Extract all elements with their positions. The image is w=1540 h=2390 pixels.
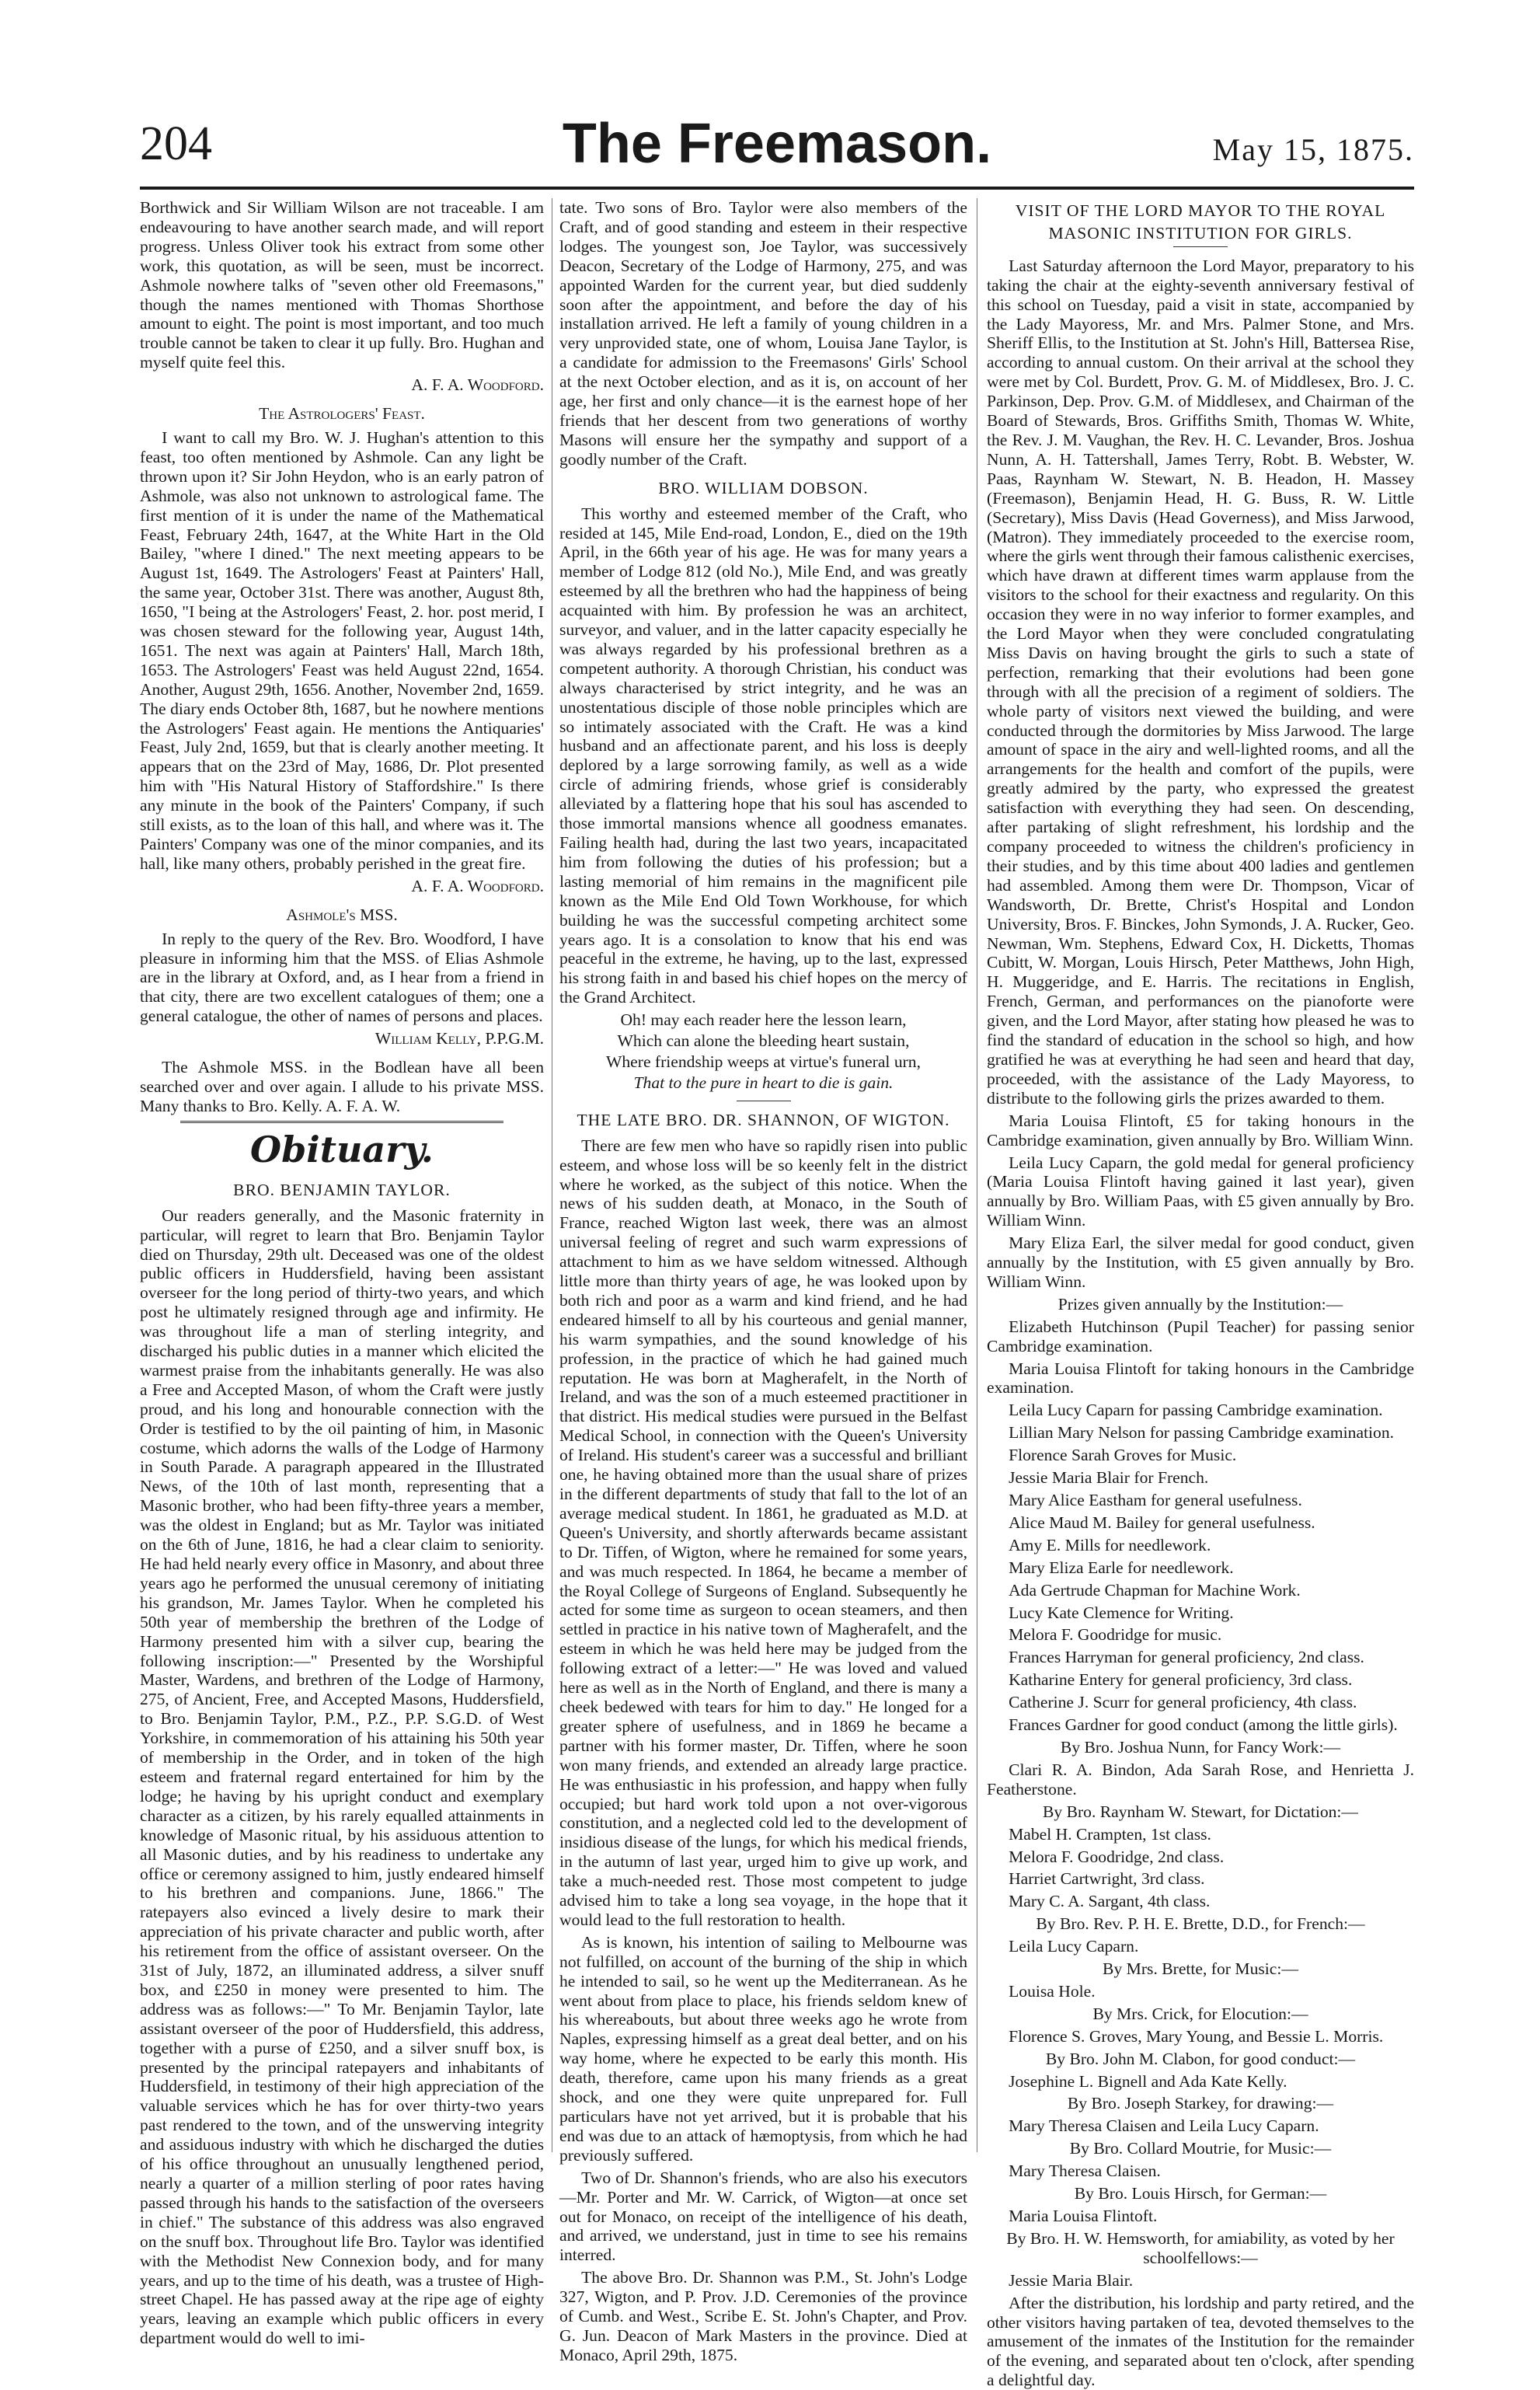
verse-line: Oh! may each reader here the lesson learn,: [620, 1010, 907, 1030]
article-heading: BRO. WILLIAM DOBSON.: [658, 478, 869, 497]
signature: A. F. A. Woodford.: [411, 876, 544, 895]
prize-entry: Catherine J. Scurr for general proficiency, 4th class.: [1009, 1693, 1357, 1712]
paragraph: The above Bro. Dr. Shannon was P.M., St. John's Lodge 327, Wigton, and P. Prov. J.D. Ceremonies of the province of Cumb. and West., Scribe E. St. John's Chapter, and Prov. G. Jun. Deacon of Mark Masters in the province. Died at Monaco, April 29th, 1875.: [559, 2268, 967, 2364]
prize-list-heading: By Bro. Louis Hirsch, for German:—: [1074, 2184, 1327, 2203]
verse-line: Which can alone the bleeding heart sustain,: [617, 1031, 910, 1051]
prize-entry: Mary Theresa Claisen and Leila Lucy Caparn.: [1009, 2116, 1319, 2136]
obituary-heading: Obituary.: [250, 1128, 434, 1171]
prize-list-heading: By Mrs. Brette, for Music:—: [1103, 1959, 1298, 1979]
page-number: 204: [140, 117, 212, 170]
article-heading: MASONIC INSTITUTION FOR GIRLS.: [1048, 223, 1353, 242]
section-subheading: Ashmole's MSS.: [286, 905, 398, 924]
prize-entry: Jessie Maria Blair for French.: [1009, 1468, 1209, 1488]
paragraph: There are few men who have so rapidly risen into public esteem, and whose loss will be so keenly felt in the district where he worked, as the subject of this notice. When the news of his sudden death, at Monaco, in the South of France, reached Wigton last week, there was an almost universal feeling of regret and such warm expressions of attachment to him as we have seldom witnessed. Although little more than thirty years of age, he was looked upon by both rich and poor as a warm and kind friend, and he had endeared himself to all by his courteous and genial manner, his warm sympathies, and the sound knowledge of his profession, in the practice of which he had gained much reputation. He was born at Magherafelt, in the North of Ireland, and was the son of a much esteemed practitioner in that district. His medical studies were pursued in the Belfast Medical School, in connection with the Queen's University of Ireland. His student's career was a successful and brilliant one, he having obtained more than the usual share of prizes in the different departments of study that fall to the lot of an average medical student. In 1861, he graduated as M.D. at Queen's University, and shortly afterwards became assistant to Dr. Tiffen, of Wigton, where he remained for some years, and was much respected. In 1864, he became a member of the Royal College of Surgeons of England. Subsequently he acted for some time as surgeon to ocean steamers, and then settled in practice in his native town of Magherafelt, and the esteem in which he was held here may be judged from the following extract of a letter:—" He was loved and valued here as well as in the North of England, and there is many a cheek bedewed with tears for him to day." He longed for a greater sphere of usefulness, and in 1869 he became a partner with his former master, Dr. Tiffen, where he soon won many friends, and extended an already large practice. He was enthusiastic in his profession, and happy when fully occupied; but hard work told upon a not over-vigorous constitution, and a neglected cold led to the development of insidious disease of the lungs, for which his medical friends, in the autumn of last year, urged him to give up work, and take a much-needed rest. Those most competent to judge advised him to take a long sea voyage, in the hope that it would lead to the full restoration to health.: [559, 1136, 967, 1929]
prize-entry: Melora F. Goodridge for music.: [1009, 1625, 1222, 1645]
prize-entry: Melora F. Goodridge, 2nd class.: [1009, 1847, 1225, 1866]
prize-entry: Clari R. A. Bindon, Ada Sarah Rose, and Henrietta J. Featherstone.: [987, 1760, 1414, 1799]
prize-entry: Louisa Hole.: [1009, 1981, 1096, 2001]
prize-entry: Maria Louisa Flintoft.: [1009, 2207, 1158, 2225]
paragraph: The Ashmole MSS. in the Bodlean have all been searched over and over again. I allude to his private MSS. Many thanks to Bro. Kelly. A. F. A. W.: [140, 1058, 544, 1115]
prize-list-heading: By Bro. Raynham W. Stewart, for Dictation:—: [1042, 1802, 1359, 1821]
prize-entry: Maria Louisa Flintoft for taking honours in the Cambridge examination.: [987, 1359, 1414, 1397]
paragraph: In reply to the query of the Rev. Bro. Woodford, I have pleasure in informing him that the MSS. of Elias Ashmole are in the library at Oxford, and, as I hear from a friend in that city, there are two excellent catalogues of them; one a general catalogue, the other of names of persons and places.: [140, 929, 544, 1026]
article-heading: BRO. BENJAMIN TAYLOR.: [233, 1180, 451, 1199]
divider: [1173, 246, 1228, 247]
section-subheading: The Astrologers' Feast.: [259, 404, 425, 424]
prize-list-heading: By Bro. Collard Moutrie, for Music:—: [1069, 2139, 1332, 2158]
prize-entry: Lucy Kate Clemence for Writing.: [1009, 1603, 1234, 1622]
prize-list-heading: By Mrs. Crick, for Elocution:—: [1092, 2004, 1308, 2023]
prize-list-heading: By Bro. H. W. Hemsworth, for amiability, as voted by her schoolfellows:—: [1006, 2228, 1395, 2267]
masthead: [140, 105, 1414, 183]
prize-entry: Leila Lucy Caparn.: [1009, 1937, 1139, 1956]
article-heading: VISIT OF THE LORD MAYOR TO THE ROYAL: [1015, 201, 1386, 220]
signature: William Kelly, P.P.G.M.: [375, 1029, 544, 1048]
prize-list-heading: By Bro. Joseph Starkey, for drawing:—: [1067, 2094, 1334, 2113]
prize-entry: Mary Eliza Earle for needlework.: [1009, 1558, 1234, 1577]
prize-entry: Mary C. A. Sargant, 4th class.: [1009, 1892, 1211, 1911]
prize-entry: Frances Harryman for general proficiency, 2nd class.: [1009, 1648, 1364, 1667]
prize-entry: Florence S. Groves, Mary Young, and Bessie L. Morris.: [1009, 2026, 1384, 2046]
prize-entry: Mabel H. Crampten, 1st class.: [1009, 1824, 1211, 1844]
prize-list-heading: Prizes given annually by the Institution:—: [1057, 1294, 1343, 1314]
prize-entry: Mary Alice Eastham for general usefulness.: [1009, 1491, 1302, 1509]
prize-entry: Jessie Maria Blair.: [1009, 2270, 1134, 2290]
article-heading: THE LATE BRO. DR. SHANNON, OF WIGTON.: [577, 1110, 950, 1129]
verse-line: Where friendship weeps at virtue's funeral urn,: [605, 1052, 922, 1071]
prize-list-heading: By Bro. Rev. P. H. E. Brette, D.D., for French:—: [1036, 1914, 1365, 1934]
paragraph: Maria Louisa Flintoft, £5 for taking honours in the Cambridge examination, given annually by Bro. William Winn.: [987, 1111, 1414, 1150]
masthead-rule: [140, 187, 1414, 190]
paragraph: After the distribution, his lordship and party retired, and the other visitors having partaken of tea, devoted themselves to the amusement of the inmates of the Institution for the remainder of the evening, and separated about ten o'clock, after spending a delightful day.: [987, 2293, 1414, 2390]
prize-entry: Ada Gertrude Chapman for Machine Work.: [1009, 1580, 1301, 1600]
prize-entry: Elizabeth Hutchinson (Pupil Teacher) for passing senior Cambridge examination.: [987, 1317, 1414, 1355]
prize-entry: Katharine Entery for general proficiency, 3rd class.: [1009, 1670, 1353, 1690]
column-1: [140, 198, 544, 2348]
paragraph: tate. Two sons of Bro. Taylor were also members of the Craft, and of good standing and esteem in their respective lodges. The youngest son, Joe Taylor, was successively Deacon, Secretary of the Lodge of Harmony, 275, and was appointed Warden for the current year, but died suddenly soon after the appointment, and before the day of his installation arrived. He left a family of young children in a very unprovided state, one of whom, Louisa Jane Taylor, is a candidate for admission to the Freemasons' Girls' School at the next October election, and as it is, on account of her age, her first and only chance—it is the earnest hope of her friends that her descent from two generations of worthy Masons will ensure her the sympathy and support of a goodly number of the Craft.: [559, 198, 967, 469]
signature: A. F. A. Woodford.: [411, 375, 544, 395]
prize-list-heading: By Bro. Joshua Nunn, for Fancy Work:—: [1060, 1737, 1341, 1757]
paragraph: Our readers generally, and the Masonic fraternity in particular, will regret to learn that Bro. Benjamin Taylor died on Thursday, 29th ult. Deceased was one of the oldest public officers in Huddersfield, having been assistant overseer for the long period of thirty-two years, and which post he ultimately resigned through age and infirmity. He was throughout life a man of sterling integrity, and discharged his public duties in a manner which elicited the warmest praise from the inhabitants generally. He was also a Free and Accepted Mason, of whom the Craft were justly proud, and his long and honourable connection with the Order is testified to by the oil painting of him, in Masonic costume, which adorns the walls of the Lodge of Harmony in South Parade. A paragraph appeared in the Illustrated News, of the 10th of last month, representing that a Masonic brother, who had been fifty-three years a member, was the oldest in England; but as Mr. Taylor was initiated on the 6th of June, 1816, he had a clear claim to seniority. He had held nearly every office in Masonry, and about three years ago he performed the unusual ceremony of initiating his grandson, Mr. James Taylor. When he completed his 50th year of membership the brethren of the Lodge of Harmony presented him with a silver cup, bearing the following inscription:—" Presented by the Worshipful Master, Wardens, and brethren of the Lodge of Harmony, 275, of Ancient, Free, and Accepted Masons, Huddersfield, to Bro. Benjamin Taylor, P.M., P.Z., P.P. S.G.D. of West Yorkshire, in commemoration of his attaining his 50th year of membership in the Order, and in token of the high esteem and fraternal regard entertained for him by the lodge; he having by his upright conduct and exemplary character as a citizen, by his rarely equalled attainments in knowledge of Masonic ritual, by his assiduous attention to all Masonic duties, and by his readiness to undertake any office or ceremony assigned to him, justly endeared himself to his brethren and companions. June, 1866." The ratepayers also evinced a lively desire to mark their appreciation of his private character and public worth, after his retirement from the office of assistant overseer. On the 31st of July, 1872, an illuminated address, a silver snuff box, and £250 in money were presented to him. The address was as follows:—" To Mr. Benjamin Taylor, late assistant overseer of the poor of Huddersfield, this address, together with a purse of £250, and a silver snuff box, is presented by the principal ratepayers and inhabitants of Huddersfield, in testimony of their high appreciation of the valuable services which he has for over thirty-two years past rendered to the town, and of the unswerving integrity and assiduous industry with which he discharged the duties of his office throughout an unusually lengthened period, nearly a quarter of a million sterling of poor rates having passed through his hands to the satisfaction of the overseers in chief." The substance of this address was also engraved on the snuff box. Throughout life Bro. Taylor was identified with the Methodist New Connexion body, and for many years, and up to the time of his death, was a trustee of High-street Chapel. He has passed away at the ripe age of eighty years, leaving an example which public officers in every department would do well to imi-: [140, 1205, 544, 2348]
prize-entry: Mary Theresa Claisen.: [1009, 2161, 1161, 2181]
verse-line: That to the pure in heart to die is gain.: [633, 1073, 894, 1092]
paragraph: Leila Lucy Caparn, the gold medal for general proficiency (Maria Louisa Flintoft having gained it last year), given annually by Bro. William Paas, with £5 given annually by Bro. William Winn.: [987, 1153, 1414, 1230]
newspaper-title: The Freemason.: [562, 113, 992, 175]
paragraph: As is known, his intention of sailing to Melbourne was not fulfilled, on account of the burning of the ship in which he intended to sail, so he went up the Mediterranean. As he went about from place to place, his friends seldom knew of his whereabouts, but about three weeks ago he wrote from Naples, expressing himself as a great deal better, and on his way home, where he expected to be early this month. His death, therefore, came upon his many friends as a great shock, and one they were quite unprepared for. Full particulars have not yet arrived, but it is probable that his end was due to an attack of hæmoptysis, from which he had previously suffered.: [559, 1932, 967, 2165]
prize-list-heading: By Bro. John M. Clabon, for good conduct:—: [1045, 2049, 1356, 2068]
prize-entry: Leila Lucy Caparn for passing Cambridge examination.: [1009, 1401, 1383, 1420]
paragraph: Last Saturday afternoon the Lord Mayor, preparatory to his taking the chair at the eighty-seventh anniversary festival of this school on Tuesday, paid a visit in state, accompanied by the Lady Mayoress, Mr. and Mrs. Palmer Stone, and Mrs. Sheriff Ellis, to the Institution at St. John's Hill, Battersea Rise, according to annual custom. On their arrival at the school they were met by Col. Burdett, Prov. G. M. of Middlesex, Bro. J. C. Parkinson, Dep. Prov. G.M. of Middlesex, and Chairman of the Board of Stewards, Bros. Griffiths Smith, Thomas W. White, the Rev. J. M. Vaughan, the Rev. H. C. Levander, Bros. Joshua Nunn, A. H. Tattershall, James Terry, Robt. B. Webster, W. Paas, Raynham W. Stewart, N. B. Headon, H. Massey (Freemason), Benjamin Head, H. G. Buss, R. W. Little (Secretary), Miss Davis (Head Governess), and Miss Jarwood, (Matron). They immediately proceeded to the exercise room, where the girls went through their famous calisthenic exercises, which have drawn at different times warm applause from the visitors to the school for their exactness and regularity. On this occasion they were in no way inferior to former examples, and the Lord Mayor when they were concluded congratulating Miss Davis on having brought the girls to such a state of perfection, remarking that their evolutions had been gone through with all the precision of a regiment of soldiers. The whole party of visitors next viewed the building, and were conducted through the dormitories by Miss Jarwood. The large amount of space in the airy and well-lighted rooms, and all the arrangements for the health and comfort of the pupils, were greatly admired by the party, who expressed the greatest satisfaction with everything they had seen. On descending, after partaking of slight refreshment, his lordship and the company proceeded to witness the children's proficiency in their studies, and by this time about 400 ladies and gentlemen had assembled. Among them were Dr. Thompson, Vicar of Wandsworth, Dr. Brette, Christ's Hospital and London University, Bros. F. Binckes, John Symonds, J. A. Rucker, Geo. Newman, Wm. Stephens, Edward Cox, H. Dicketts, Thomas Cubitt, W. Morgan, Louis Hirsch, Peter Matthews, John High, H. Muggeridge, and E. Harris. The recitations in English, French, German, and performances on the pianoforte were given, and the Lord Mayor, after stating how pleased he was to find the standard of education in the school so high, and how gratified he was at everything he had seen and heard that day, proceeded, with the assistance of the Lady Mayoress, to distribute to the following girls the prizes awarded to them.: [987, 256, 1414, 1108]
prize-entry: Josephine L. Bignell and Ada Kate Kelly.: [1009, 2071, 1287, 2091]
column-3: [987, 198, 1414, 2390]
column-2: [559, 198, 967, 2364]
divider: [180, 1121, 503, 1123]
paragraph: Mary Eliza Earl, the silver medal for good conduct, given annually by the Institution, with £5 given annually by Bro. William Winn.: [987, 1233, 1414, 1291]
prize-entry: Harriet Cartwright, 3rd class.: [1009, 1869, 1205, 1889]
prize-entry: Lillian Mary Nelson for passing Cambridge examination.: [1009, 1423, 1395, 1443]
paragraph: Two of Dr. Shannon's friends, who are also his executors—Mr. Porter and Mr. W. Carrick, of Wigton—at once set out for Monaco, on receipt of the intelligence of his death, and arrived, we understand, just in time to see his remains interred.: [559, 2168, 967, 2265]
paragraph: This worthy and esteemed member of the Craft, who resided at 145, Mile End-road, London, E., died on the 19th April, in the 66th year of his age. He was for many years a member of Lodge 812 (old No.), Mile End, and was greatly esteemed by all the brethren who had the happiness of being acquainted with him. By profession he was an architect, surveyor, and valuer, and in the latter capacity especially he was always regarded by his professional brethren as a competent authority. A thorough Christian, his conduct was always characterised by strict integrity, and he was an unostentatious disciple of those noble principles which are so intimately associated with the Craft. He was a kind husband and an affectionate parent, and his loss is deeply deplored by a large sorrowing family, as well as a wide circle of admiring friends, whose grief is considerably alleviated by a flattering hope that his soul has ascended to those immortal mansions whence all goodness emanates. Failing health had, during the last two years, incapacitated him from following the duties of his profession; but a lasting memorial of him remains in the magnificent pile known as the Mile End Old Town Workhouse, for which building he was the successful competing architect some years ago. It is a consolation to know that his end was peaceful in the extreme, he having, up to the last, expressed his strong faith in and based his chief hopes on the mercy of the Grand Architect.: [559, 504, 967, 1007]
prize-entry: Amy E. Mills for needlework.: [1009, 1535, 1211, 1554]
prize-entry: Frances Gardner for good conduct (among the little girls).: [1009, 1715, 1398, 1735]
paragraph: Borthwick and Sir William Wilson are not traceable. I am endeavouring to have another search made, and will report progress. Unless Oliver took his extract from some other work, this quotation, as will be seen, must be incorrect. Ashmole nowhere talks of "seven other old Freemasons," though the names mentioned with Thomas Shorthose amount to eight. The point is most important, and too much trouble cannot be taken to clear it up fully. Bro. Hughan and myself quite feel this.: [140, 198, 544, 372]
prize-entry: Florence Sarah Groves for Music.: [1009, 1446, 1237, 1465]
paragraph: I want to call my Bro. W. J. Hughan's attention to this feast, too often mentioned by Ashmole. Can any light be thrown upon it? Sir John Heydon, who is an early patron of Ashmole, was also not unknown to astrological fame. The first mention of it is under the name of the Mathematical Feast, February 24th, 1647, at the White Hart in the Old Bailey, "where I dined." The next meeting appears to be August 1st, 1649. The Astrologers' Feast at Painters' Hall, the same year, October 31st. There was another, August 8th, 1650, "I being at the Astrologers' Feast, 2. hor. post merid, I was chosen steward for the following year, August 14th, 1651. The next was again at Painters' Hall, March 18th, 1653. The Astrologers' Feast was held August 22nd, 1654. Another, August 29th, 1656. Another, November 2nd, 1659. The diary ends October 8th, 1687, but he nowhere mentions the Astrologers' Feast again. He mentions the Antiquaries' Feast, July 2nd, 1659, but that is clearly another meeting. It appears that on the 23rd of May, 1686, Dr. Plot presented him with "His Natural History of Staffordshire." Is there any minute in the book of the Painters' Company, if such still exists, as to the loan of this hall, and where was it. The Painters' Company was one of the minor companies, and its hall, like many others, probably perished in the great fire.: [140, 427, 544, 873]
issue-date: May 15, 1875.: [1212, 132, 1414, 167]
prize-entry: Alice Maud M. Bailey for general usefulness.: [1009, 1513, 1315, 1532]
